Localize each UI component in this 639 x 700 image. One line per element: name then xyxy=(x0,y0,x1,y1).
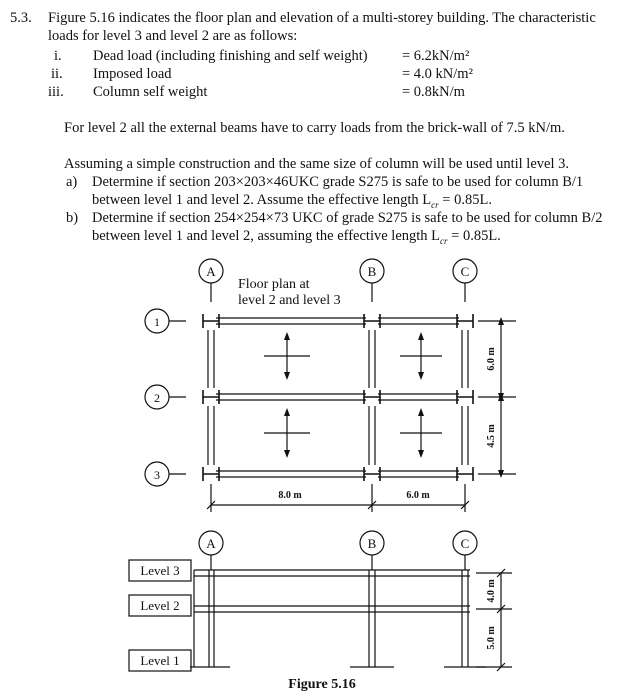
problem-number: 5.3. xyxy=(10,10,32,26)
dim-span-ab: 8.0 m xyxy=(278,490,302,501)
part-b-line-1: Determine if section 254×254×73 UKC of grade S275 is safe to be used for column B/2 xyxy=(92,210,603,226)
plan-columns xyxy=(203,314,473,481)
part-label: a) xyxy=(66,174,78,190)
grid-label-2: 2 xyxy=(154,391,160,405)
level-label-1: Level 1 xyxy=(140,653,180,668)
load-value: = 4.0 kN/m² xyxy=(402,66,473,82)
plan-beams xyxy=(208,318,468,477)
part-a-line-1: Determine if section 203×203×46UKC grade S275 is safe to be used for column B/1 xyxy=(92,174,584,190)
load-value: = 0.8kN/m xyxy=(402,84,465,100)
dim-row-23: 4.5 m xyxy=(486,424,497,448)
level-label-2: Level 2 xyxy=(140,598,180,613)
load-label: Column self weight xyxy=(93,84,208,100)
part-label: b) xyxy=(66,210,79,226)
load-index: iii. xyxy=(48,84,64,100)
elevation-frame xyxy=(190,570,486,667)
elev-label-b: B xyxy=(367,536,377,551)
plan-title-line-1: Floor plan at xyxy=(238,277,310,292)
grid-label-a: A xyxy=(206,264,216,279)
span-arrows xyxy=(264,336,442,454)
grid-label-b: B xyxy=(367,264,377,279)
intro-line-2: loads for level 3 and level 2 are as follows: xyxy=(48,28,298,44)
dim-row-12: 6.0 m xyxy=(486,347,497,371)
load-value: = 6.2kN/m² xyxy=(402,48,470,64)
elev-label-a: A xyxy=(206,536,216,551)
dim-span-bc: 6.0 m xyxy=(406,490,430,501)
dim-height-lower: 5.0 m xyxy=(486,626,497,650)
elev-label-c: C xyxy=(460,536,470,551)
load-label: Dead load (including finishing and self weight) xyxy=(93,48,368,64)
brick-wall-note: For level 2 all the external beams have to carry loads from the brick-wall of 7.5 kN/m. xyxy=(64,120,565,136)
intro-line-1: Figure 5.16 indicates the floor plan and elevation of a multi-storey building. The characteristic xyxy=(48,10,596,26)
level-label-3: Level 3 xyxy=(140,563,180,578)
grid-label-1: 1 xyxy=(154,315,160,329)
grid-label-c: C xyxy=(460,264,470,279)
dim-height-upper: 4.0 m xyxy=(486,579,497,603)
load-label: Imposed load xyxy=(93,66,172,82)
part-a-line-2: between level 1 and level 2. Assume the effective length $L_{cr} = 0.85L$. xyxy=(92,192,492,210)
plan-title-line-2: level 2 and level 3 xyxy=(238,293,341,308)
subscript: cr xyxy=(431,199,439,210)
grid-label-3: 3 xyxy=(154,468,160,482)
load-index: ii. xyxy=(51,66,63,82)
subscript: cr xyxy=(440,235,448,246)
assumption-text: Assuming a simple construction and the same size of column will be used until level 3. xyxy=(64,156,569,172)
figure-caption: Figure 5.16 xyxy=(288,677,356,692)
load-index: i. xyxy=(54,48,62,64)
part-b-line-2: between level 1 and level 2, assuming the effective length $L_{cr} = 0.85L$. xyxy=(92,228,501,246)
